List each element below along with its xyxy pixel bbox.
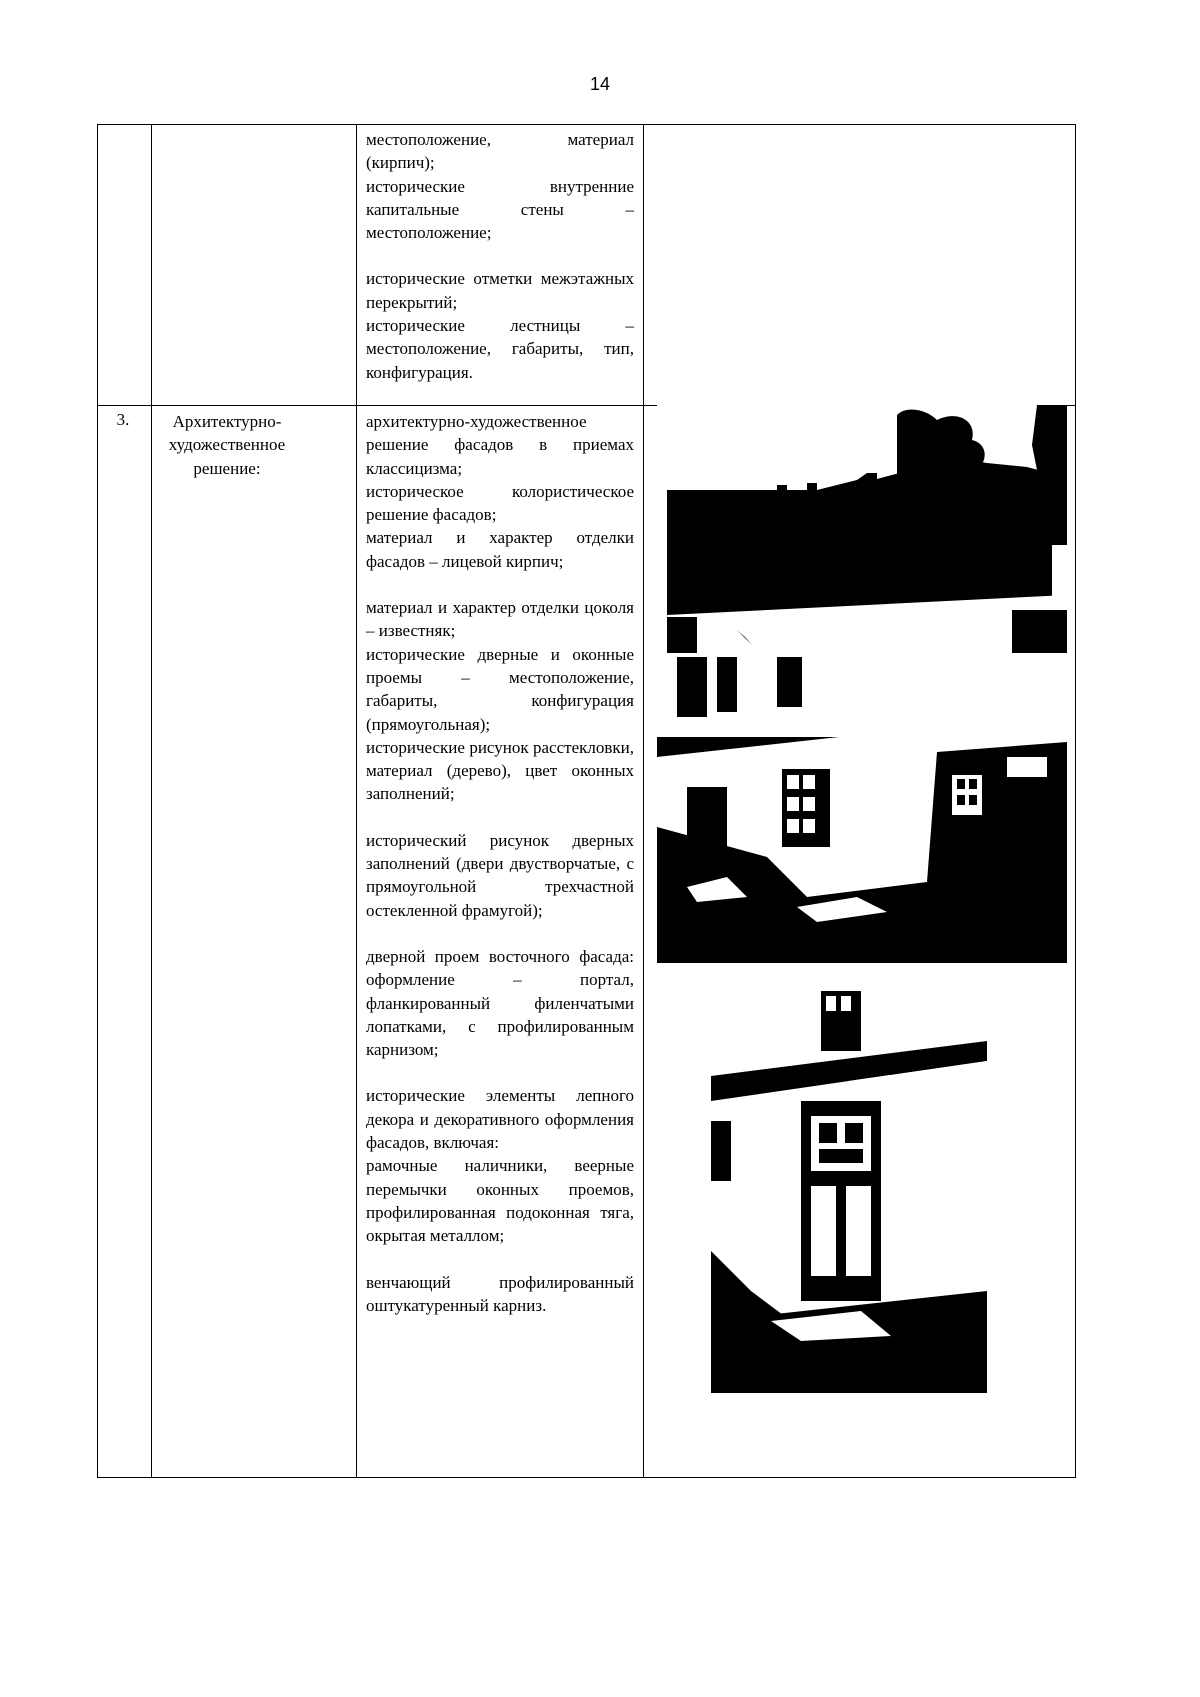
- description-item: исторические элементы лепного декора и декоративного оформления фасадов, включая:: [366, 1086, 634, 1153]
- description-item: исторические отметки межэтажных перекрытий;: [366, 269, 634, 312]
- table-row-3: [97, 405, 1076, 1477]
- description-item: исторические внутренние капитальные стены – местоположение;: [366, 176, 634, 243]
- row-3-description: [366, 410, 634, 1317]
- description-item: венчающий профилированный оштукатуренный карниз.: [366, 1272, 634, 1315]
- description-item: исторические лестницы – местоположение, габариты, тип, конфигурация.: [366, 316, 634, 382]
- portal-photo: [711, 991, 987, 1393]
- description-item: местоположение, материал (кирпич);: [366, 130, 634, 173]
- description-item: исторический рисунок дверных заполнений (двери двустворчатые, с прямоугольной трехчастной остекленной фрамугой);: [366, 830, 634, 920]
- description-item: архитектурно-художественное решение фасадов в приемах классицизма;: [366, 412, 634, 478]
- continued-row-description: [366, 128, 634, 384]
- description-item: материал и характер отделки цоколя – известняк;: [366, 598, 634, 641]
- row-section-name: Архитектурно-художественное решение:: [168, 412, 286, 478]
- table-border-top: [97, 124, 1076, 125]
- row-number: 3.: [116, 410, 130, 429]
- table-border-bottom: [97, 1477, 1076, 1478]
- description-item: историческое колористическое решение фасадов;: [366, 481, 634, 525]
- description-item: дверной проем восточного фасада: оформление – портал, фланкированный филенчатыми лопатками, с профилированным карнизом;: [366, 946, 634, 1060]
- description-item: рамочные наличники, веерные перемычки оконных проемов, профилированная подоконная тяга, окрытая металлом;: [366, 1156, 634, 1246]
- objects-table: [97, 124, 1076, 1478]
- page-number: 14: [589, 74, 611, 94]
- description-item: материал и характер отделки фасадов – лицевой кирпич;: [366, 528, 634, 571]
- facade-photo-1: [657, 405, 1067, 653]
- description-item: исторические рисунок расстекловки, материал (дерево), цвет оконных заполнений;: [366, 737, 634, 804]
- description-item: исторические дверные и оконные проемы – местоположение, габариты, конфигурация (прямоугольная);: [366, 644, 634, 734]
- facade-photo-2: [657, 657, 1067, 963]
